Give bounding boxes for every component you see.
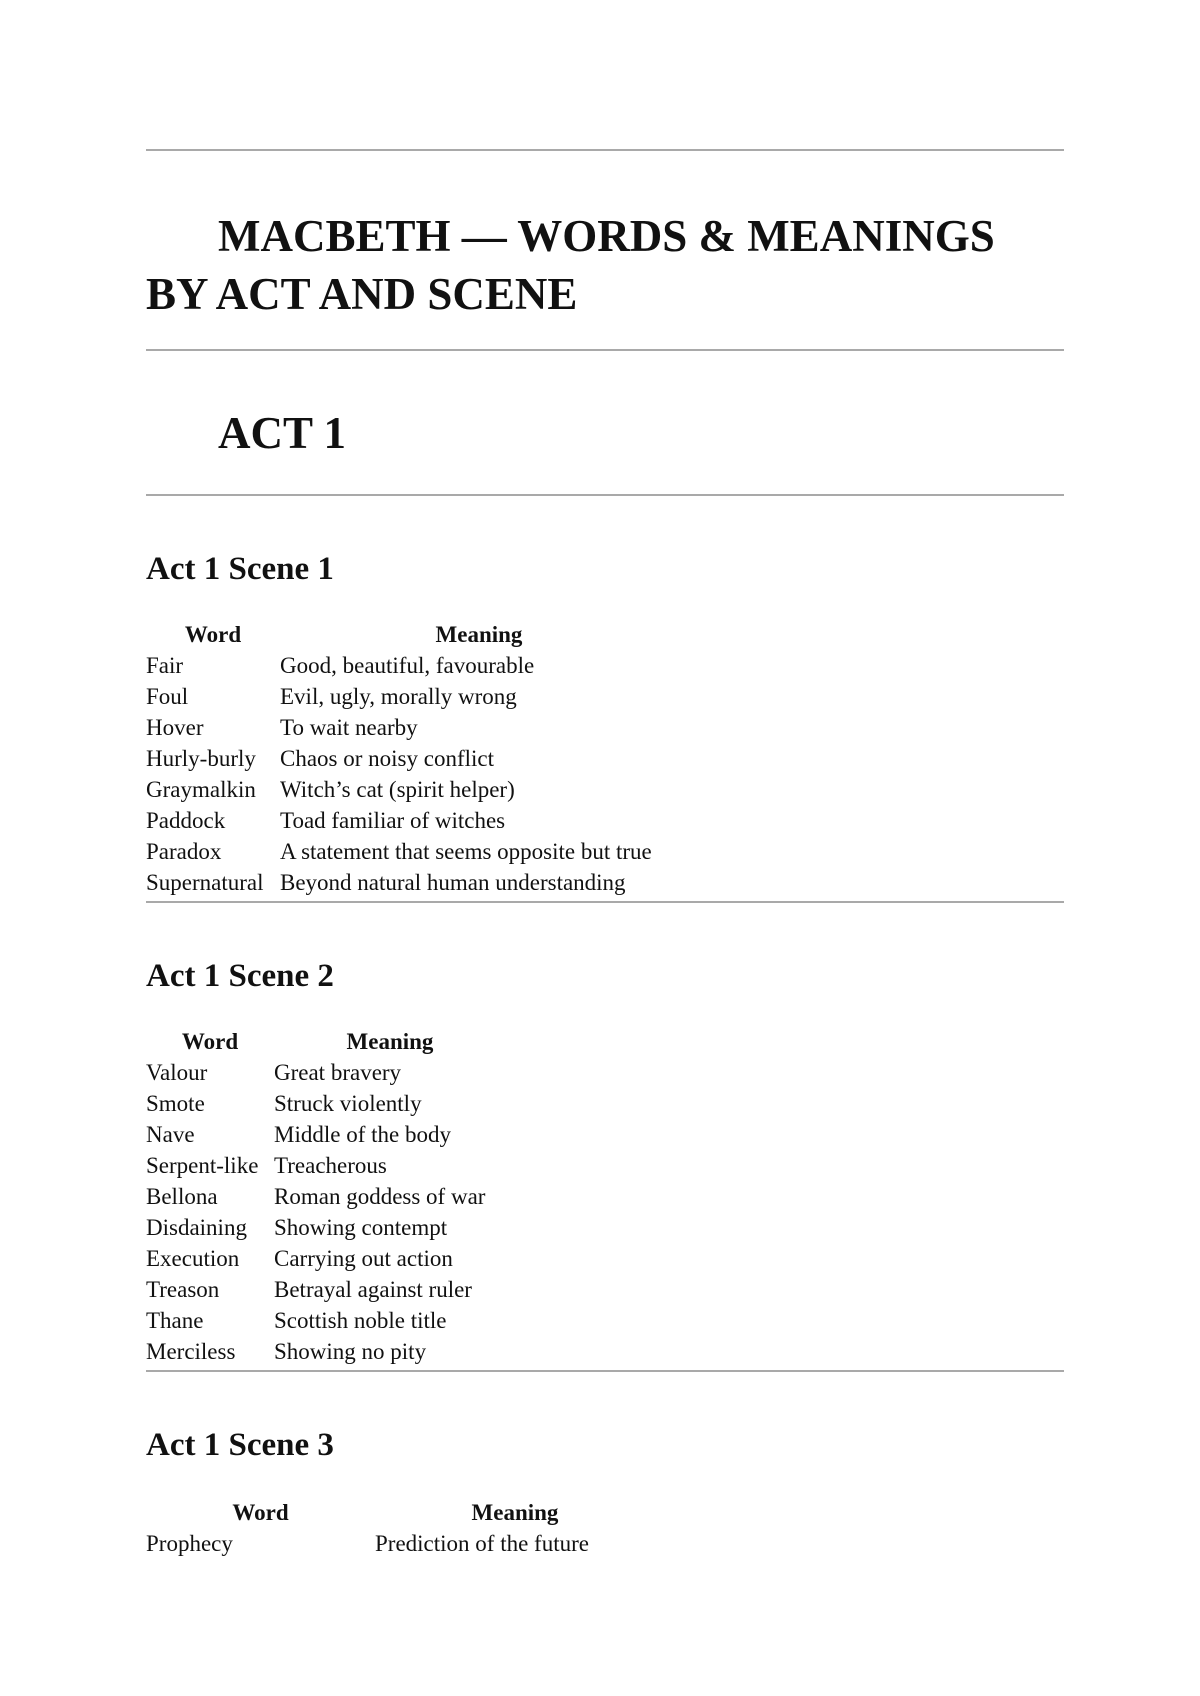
table-row — [146, 743, 678, 774]
table-header-row — [146, 1497, 655, 1528]
meaning-column-header: Meaning — [346, 1029, 434, 1054]
word-cell: Supernatural — [146, 870, 264, 895]
meaning-column-header: Meaning — [435, 622, 523, 647]
horizontal-rule — [146, 349, 1064, 351]
meaning-cell: Scottish noble title — [274, 1308, 447, 1333]
word-column-header: Word — [232, 1500, 289, 1525]
table-row — [146, 1336, 506, 1367]
table-row — [146, 1274, 506, 1305]
table-row — [146, 1305, 506, 1336]
word-column-header: Word — [181, 1029, 239, 1054]
meaning-cell: Toad familiar of witches — [280, 808, 506, 833]
table-row — [146, 836, 678, 867]
meaning-cell: Showing no pity — [274, 1339, 427, 1364]
word-cell: Paradox — [146, 839, 222, 864]
scene-heading: Act 1 Scene 2 — [146, 958, 334, 994]
table-row — [146, 1150, 506, 1181]
word-cell: Foul — [146, 684, 189, 709]
vocab-table — [146, 619, 678, 898]
table-row — [146, 805, 678, 836]
word-cell: Bellona — [146, 1184, 218, 1209]
table-row — [146, 1057, 506, 1088]
meaning-cell: Prediction of the future — [375, 1531, 589, 1556]
word-cell: Disdaining — [146, 1215, 247, 1240]
word-cell: Hurly-burly — [146, 746, 256, 771]
word-cell: Paddock — [146, 808, 226, 833]
table-row — [146, 681, 678, 712]
meaning-cell: Beyond natural human understanding — [280, 870, 626, 895]
meaning-cell: Evil, ugly, morally wrong — [280, 684, 517, 709]
horizontal-rule — [146, 1370, 1064, 1372]
meaning-cell: Middle of the body — [274, 1122, 451, 1147]
meaning-cell: Struck violently — [274, 1091, 422, 1116]
meaning-cell: Treacherous — [274, 1153, 387, 1178]
word-cell: Hover — [146, 715, 204, 740]
meaning-cell: Good, beautiful, favourable — [280, 653, 535, 678]
meaning-cell: Carrying out action — [274, 1246, 453, 1271]
meaning-column-header: Meaning — [471, 1500, 559, 1525]
word-cell: Merciless — [146, 1339, 236, 1364]
table-row — [146, 1119, 506, 1150]
table-header-row — [146, 619, 678, 650]
meaning-cell: Roman goddess of war — [274, 1184, 486, 1209]
meaning-cell: Chaos or noisy conflict — [280, 746, 494, 771]
horizontal-rule — [146, 494, 1064, 496]
table-row — [146, 1088, 506, 1119]
word-cell: Thane — [146, 1308, 204, 1333]
table-row — [146, 712, 678, 743]
word-cell: Prophecy — [146, 1531, 233, 1556]
word-cell: Treason — [146, 1277, 220, 1302]
word-cell: Fair — [146, 653, 184, 678]
table-header-row — [146, 1026, 506, 1057]
table-row — [146, 1528, 655, 1559]
scene-heading: Act 1 Scene 3 — [146, 1427, 334, 1463]
act-heading: ACT 1 — [218, 408, 346, 458]
word-column-header: Word — [184, 622, 242, 647]
table-row — [146, 1243, 506, 1274]
table-row — [146, 1212, 506, 1243]
meaning-cell: To wait nearby — [280, 715, 418, 740]
word-cell: Nave — [146, 1122, 195, 1147]
scene-heading: Act 1 Scene 1 — [146, 551, 334, 587]
word-cell: Execution — [146, 1246, 240, 1271]
table-row — [146, 774, 678, 805]
vocab-table — [146, 1026, 506, 1367]
word-cell: Valour — [146, 1060, 208, 1085]
meaning-cell: A statement that seems opposite but true — [280, 839, 652, 864]
word-cell: Serpent-like — [146, 1153, 259, 1178]
word-cell: Graymalkin — [146, 777, 256, 802]
horizontal-rule — [146, 149, 1064, 151]
table-row — [146, 867, 678, 898]
vocab-table — [146, 1497, 655, 1559]
word-cell: Smote — [146, 1091, 205, 1116]
meaning-cell: Great bravery — [274, 1060, 402, 1085]
meaning-cell: Showing contempt — [274, 1215, 448, 1240]
table-row — [146, 1181, 506, 1212]
meaning-cell: Betrayal against ruler — [274, 1277, 472, 1302]
document-title: MACBETH — WORDS & MEANINGS BY ACT AND SCENE — [146, 211, 995, 319]
horizontal-rule — [146, 901, 1064, 903]
table-row — [146, 650, 678, 681]
meaning-cell: Witch’s cat (spirit helper) — [280, 777, 515, 802]
